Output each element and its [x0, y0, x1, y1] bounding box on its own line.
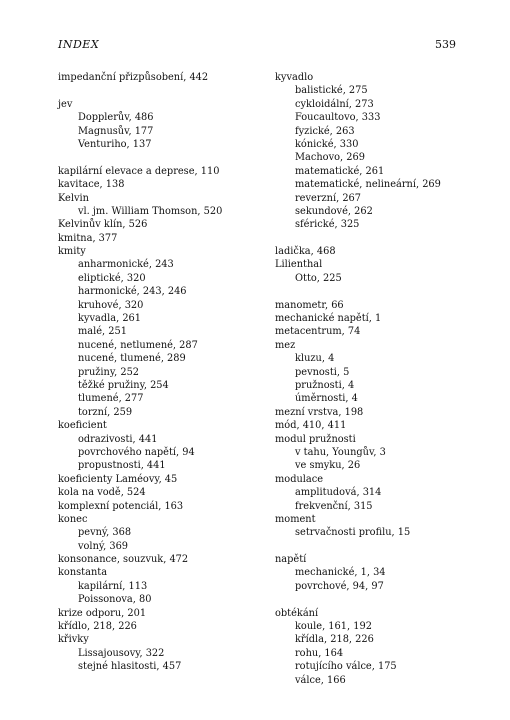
index-subentry: těžké pružiny, 254 — [78, 379, 169, 391]
index-entry: Kelvinův klín, 526 — [58, 219, 148, 231]
index-entry: moment — [275, 513, 316, 525]
index-subentry: balistické, 275 — [295, 85, 368, 97]
index-entry: kola na vodě, 524 — [58, 487, 146, 499]
index-subentry: Lissajousovy, 322 — [78, 647, 165, 659]
index-subentry: válce, 166 — [295, 674, 346, 686]
page-header — [58, 38, 456, 51]
index-entry: koeficient — [58, 420, 107, 432]
index-entry: metacentrum, 74 — [275, 326, 361, 338]
index-entry: jev — [58, 98, 73, 110]
index-entry: mezní vrstva, 198 — [275, 406, 364, 418]
index-subentry: setrvačnosti profilu, 15 — [295, 527, 411, 539]
index-subentry: rohu, 164 — [295, 647, 344, 659]
index-subentry: malé, 251 — [78, 326, 127, 338]
index-subentry: nucené, netlumené, 287 — [78, 339, 198, 351]
index-subentry: úměrnosti, 4 — [295, 393, 358, 405]
index-subentry: nucené, tlumené, 289 — [78, 353, 186, 365]
index-entry: komplexní potenciál, 163 — [58, 500, 184, 512]
index-entry: mechanické napětí, 1 — [275, 313, 382, 325]
index-entry: kmitna, 377 — [58, 232, 118, 244]
index-entry: napětí — [275, 554, 307, 566]
index-subentry: Foucaultovo, 333 — [295, 112, 381, 124]
index-column-left — [58, 71, 258, 674]
index-subentry: kapilární, 113 — [78, 580, 148, 592]
index-subentry: Poissonova, 80 — [78, 594, 152, 606]
index-subentry: pružnosti, 4 — [295, 379, 355, 391]
index-subentry: Machovo, 269 — [295, 152, 365, 164]
index-entry: manometr, 66 — [275, 299, 344, 311]
group-spacer — [275, 593, 475, 606]
group-spacer — [275, 232, 475, 245]
index-entry: mez — [275, 339, 296, 351]
page-number: 539 — [435, 38, 456, 51]
index-subentry: pevnosti, 5 — [295, 366, 350, 378]
index-subentry: povrchového napětí, 94 — [78, 446, 195, 458]
index-subentry: vl. jm. William Thomson, 520 — [78, 205, 223, 217]
index-subentry: cykloidální, 273 — [295, 98, 374, 110]
index-entry: konec — [58, 513, 88, 525]
index-subentry: anharmonické, 243 — [78, 259, 174, 271]
index-subentry: pružiny, 252 — [78, 366, 140, 378]
index-entry: krize odporu, 201 — [58, 607, 147, 619]
index-subentry: Dopplerův, 486 — [78, 112, 154, 124]
index-subentry: křídla, 218, 226 — [295, 634, 374, 646]
group-spacer — [275, 285, 475, 298]
index-subentry: eliptické, 320 — [78, 272, 146, 284]
index-subentry: ve smyku, 26 — [295, 460, 361, 472]
running-title: INDEX — [58, 38, 100, 51]
index-subentry: kónické, 330 — [295, 138, 359, 150]
index-entry: impedanční přizpůsobení, 442 — [58, 72, 209, 83]
index-subentry: kruhové, 320 — [78, 299, 144, 311]
index-subentry: koule, 161, 192 — [295, 621, 372, 633]
index-column-right — [275, 71, 475, 687]
group-spacer — [275, 540, 475, 553]
index-entry: Kelvin — [58, 192, 89, 204]
index-subentry: reverzní, 267 — [295, 192, 362, 204]
index-subentry: povrchové, 94, 97 — [295, 580, 384, 592]
index-entry: Lilienthal — [275, 259, 323, 271]
index-entry: koeficienty Laméovy, 45 — [58, 473, 178, 485]
index-subentry: odrazivosti, 441 — [78, 433, 158, 445]
index-entry: kmity — [58, 246, 86, 258]
index-entry: konsonance, souzvuk, 472 — [58, 554, 189, 566]
index-entry: mód, 410, 411 — [275, 420, 347, 432]
index-entry: kavitace, 138 — [58, 179, 125, 191]
group-spacer — [58, 151, 258, 164]
index-subentry: tlumené, 277 — [78, 393, 144, 405]
index-subentry: sférické, 325 — [295, 219, 360, 231]
index-entry: kapilární elevace a deprese, 110 — [58, 165, 220, 177]
index-subentry: propustnosti, 441 — [78, 460, 166, 472]
index-subentry: fyzické, 263 — [295, 125, 355, 137]
index-subentry: frekvenční, 315 — [295, 500, 373, 512]
index-subentry: pevný, 368 — [78, 527, 132, 539]
index-subentry: kyvadla, 261 — [78, 313, 142, 325]
index-entry: ladička, 468 — [275, 246, 336, 258]
index-entry: křídlo, 218, 226 — [58, 621, 137, 633]
index-subentry: Magnusův, 177 — [78, 125, 154, 137]
index-entry: konstanta — [58, 567, 108, 579]
index-entry: obtékání — [275, 607, 319, 619]
index-subentry: torzní, 259 — [78, 406, 133, 418]
index-subentry: v tahu, Youngův, 3 — [295, 446, 386, 458]
index-subentry: Venturiho, 137 — [78, 138, 152, 150]
index-subentry: amplitudová, 314 — [295, 487, 382, 499]
index-entry: kyvadlo — [275, 72, 314, 83]
group-spacer — [58, 84, 258, 97]
index-entry: křivky — [58, 634, 89, 646]
index-subentry: mechanické, 1, 34 — [295, 567, 386, 579]
index-subentry: stejné hlasitosti, 457 — [78, 661, 182, 673]
index-subentry: rotujícího válce, 175 — [295, 661, 397, 673]
index-subentry: volný, 369 — [78, 540, 129, 552]
index-subentry: matematické, 261 — [295, 165, 385, 177]
index-entry: modulace — [275, 473, 324, 485]
index-subentry: Otto, 225 — [295, 272, 342, 284]
index-entry: modul pružnosti — [275, 433, 356, 445]
index-subentry: matematické, nelineární, 269 — [295, 179, 441, 191]
index-subentry: sekundové, 262 — [295, 205, 373, 217]
index-subentry: harmonické, 243, 246 — [78, 286, 187, 298]
index-subentry: kluzu, 4 — [295, 353, 335, 365]
